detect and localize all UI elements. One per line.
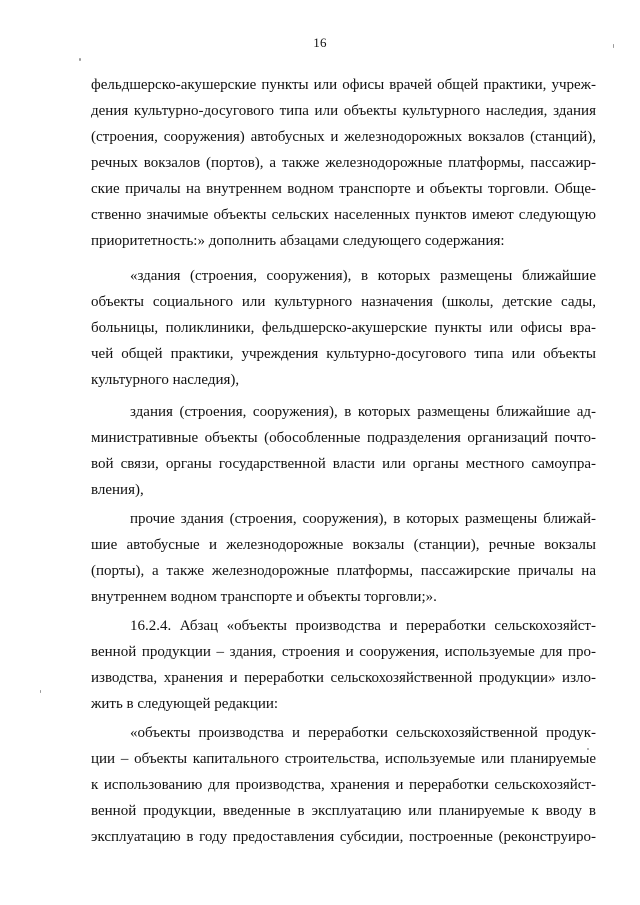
text-line: «объекты производства и переработки сельскохозяйственной продук- [130,725,596,741]
scan-speck [79,58,81,61]
text-line: вления), [91,482,144,498]
text-line: ственно значимые объекты сельских населенных пунктов имеют следующую [91,207,596,223]
text-line: внутреннем водном транспорте и объекты торговли;». [91,589,437,605]
text-line: (порты), а также железнодорожные платформы, пассажирские причалы на [91,563,596,579]
text-line: изводства, хранения и переработки сельскохозяйственной продукции» изло- [91,670,596,686]
text-line: ские причалы на внутреннем водном транспорте и объекты торговли. Обще- [91,181,596,197]
text-line: шие автобусные и железнодорожные вокзалы (станции), речные вокзалы [91,537,596,553]
page-number: 16 [313,35,327,50]
paragraph [91,72,596,254]
text-line: венной продукции – здания, строения и сооружения, используемые для про- [91,644,596,660]
text-line: (строения, сооружения) автобусных и железнодорожных вокзалов (станций), [91,129,596,145]
text-line: венной продукции, введенные в эксплуатацию или планируемые к вводу в [91,803,596,819]
paragraph [91,720,596,850]
text-line: чей общей практики, учреждения культурно-досугового типа или объекты [91,346,596,362]
text-line: ции – объекты капитального строительства, используемые или планируемые [91,751,596,767]
paragraph [91,263,596,393]
text-line: здания (строения, сооружения), в которых размещены ближайшие ад- [130,404,596,420]
text-line: объекты социального или культурного назначения (школы, детские сады, [91,294,596,310]
scan-speck [587,748,589,750]
text-line: «здания (строения, сооружения), в которых размещены ближайшие [130,268,596,284]
text-line: приоритетность:» дополнить абзацами следующего содержания: [91,233,505,249]
text-line: прочие здания (строения, сооружения), в которых размещены ближай- [130,511,596,527]
text-line: министративные объекты (обособленные подразделения организаций почто- [91,430,596,446]
text-line: вой связи, органы государственной власти или органы местного самоупра- [91,456,596,472]
text-line: фельдшерско-акушерские пункты или офисы врачей общей практики, учреж- [91,77,596,93]
scan-speck [40,690,41,693]
scan-speck [613,44,614,48]
text-line: 16.2.4. Абзац «объекты производства и переработки сельскохозяйст- [130,618,596,634]
body-text [91,72,596,850]
paragraph [91,506,596,610]
text-line: больницы, поликлиники, фельдшерско-акушерские пункты или офисы вра- [91,320,596,336]
paragraph [91,399,596,503]
text-line: речных вокзалов (портов), а также железнодорожные платформы, пассажир- [91,155,596,171]
paragraph [91,613,596,717]
text-line: культурного наследия), [91,372,240,388]
text-line: эксплуатацию в году предоставления субсидии, построенные (реконструиро- [91,829,596,845]
text-line: дения культурно-досугового типа или объекты культурного наследия, здания [91,103,596,119]
text-line: жить в следующей редакции: [91,696,279,712]
text-line: к использованию для производства, хранения и переработки сельскохозяйст- [91,777,596,793]
